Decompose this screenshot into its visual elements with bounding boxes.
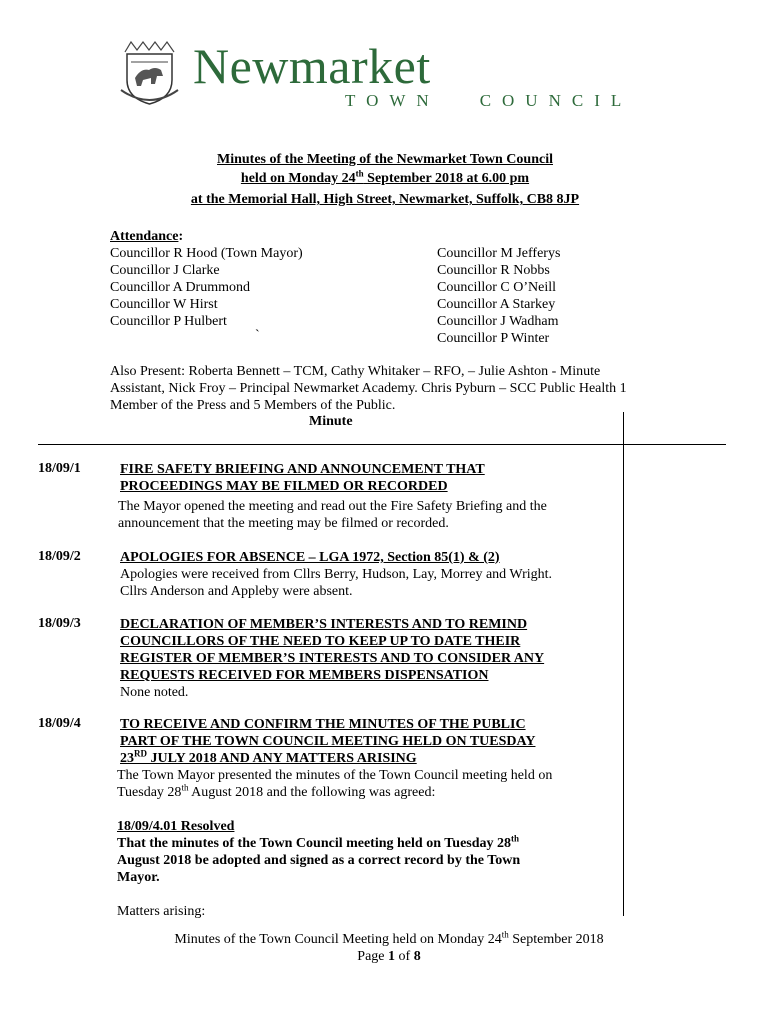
attendee: Councillor P Winter bbox=[437, 331, 550, 346]
item-heading: 23RD JULY 2018 AND ANY MATTERS ARISING bbox=[120, 748, 417, 766]
meeting-venue: at the Memorial Hall, High Street, Newmarket, Suffolk, CB8 8JP bbox=[190, 192, 580, 207]
also-present-line: Also Present: Roberta Bennett – TCM, Cathy Whitaker – RFO, – Julie Ashton - Minute bbox=[110, 364, 601, 379]
attendee: Councillor W Hirst bbox=[110, 297, 218, 312]
item-heading: PROCEEDINGS MAY BE FILMED OR RECORDED bbox=[120, 479, 448, 494]
resolution-text: Mayor. bbox=[117, 870, 160, 885]
item-heading: PART OF THE TOWN COUNCIL MEETING HELD ON TUESDAY bbox=[120, 734, 536, 749]
margin-rule bbox=[623, 412, 624, 916]
attendee: Councillor M Jefferys bbox=[437, 246, 561, 261]
item-body: announcement that the meeting may be filmed or recorded. bbox=[118, 516, 449, 531]
item-heading: REGISTER OF MEMBER’S INTERESTS AND TO CONSIDER ANY bbox=[120, 651, 545, 666]
minute-number: 18/09/4 bbox=[38, 716, 81, 731]
attendee: Councillor R Nobbs bbox=[437, 263, 550, 278]
also-present-line: Assistant, Nick Froy – Principal Newmarket Academy. Chris Pyburn – SCC Public Health 1 bbox=[110, 381, 627, 396]
attendee: Councillor A Drummond bbox=[110, 280, 250, 295]
footer-title: Minutes of the Town Council Meeting held on Monday 24th September 2018 bbox=[174, 929, 604, 947]
minute-label: Minute bbox=[309, 414, 353, 429]
brand-sub-left: TOWN bbox=[345, 91, 440, 110]
item-heading: DECLARATION OF MEMBER’S INTERESTS AND TO REMIND bbox=[120, 617, 528, 632]
item-body: The Town Mayor presented the minutes of the Town Council meeting held on bbox=[117, 768, 553, 783]
item-heading: REQUESTS RECEIVED FOR MEMBERS DISPENSATION bbox=[120, 668, 489, 683]
brand-name: Newmarket bbox=[193, 38, 431, 94]
item-heading: TO RECEIVE AND CONFIRM THE MINUTES OF THE PUBLIC bbox=[120, 717, 526, 732]
item-body: The Mayor opened the meeting and read out the Fire Safety Briefing and the bbox=[118, 499, 547, 514]
item-body: None noted. bbox=[120, 685, 189, 700]
item-body: Cllrs Anderson and Appleby were absent. bbox=[120, 584, 353, 599]
attendance-heading: Attendance: bbox=[110, 229, 184, 244]
item-body: Apologies were received from Cllrs Berry, Hudson, Lay, Morrey and Wright. bbox=[120, 567, 553, 582]
attendee: Councillor J Wadham bbox=[437, 314, 559, 329]
attendee: Councillor J Clarke bbox=[110, 263, 220, 278]
brand-subtitle bbox=[345, 91, 632, 111]
attendee: Councillor R Hood (Town Mayor) bbox=[110, 246, 303, 261]
attendee: Councillor C O’Neill bbox=[437, 280, 556, 295]
matters-arising: Matters arising: bbox=[117, 904, 206, 919]
minute-number: 18/09/1 bbox=[38, 461, 81, 476]
town-crest-icon bbox=[117, 40, 182, 106]
item-body: Tuesday 28th August 2018 and the following was agreed: bbox=[117, 782, 436, 800]
page-number: Page 1 of 8 bbox=[357, 949, 421, 964]
item-heading: FIRE SAFETY BRIEFING AND ANNOUNCEMENT THAT bbox=[120, 462, 485, 477]
also-present-line: Member of the Press and 5 Members of the Public. bbox=[110, 398, 396, 413]
brand-sub-right: COUNCIL bbox=[479, 91, 633, 110]
item-heading: APOLOGIES FOR ABSENCE – LGA 1972, Section 85(1) & (2) bbox=[120, 550, 500, 565]
minute-number: 18/09/2 bbox=[38, 549, 81, 564]
meeting-date: held on Monday 24th September 2018 at 6.00 pm bbox=[240, 168, 530, 186]
resolution-text: August 2018 be adopted and signed as a correct record by the Town bbox=[117, 853, 521, 868]
resolution-text: That the minutes of the Town Council meeting held on Tuesday 28th bbox=[117, 833, 520, 851]
item-heading: COUNCILLORS OF THE NEED TO KEEP UP TO DATE THEIR bbox=[120, 634, 521, 649]
resolution-label: 18/09/4.01 Resolved bbox=[117, 819, 235, 834]
minute-number: 18/09/3 bbox=[38, 616, 81, 631]
stray-mark: ` bbox=[255, 328, 260, 343]
page-title: Minutes of the Meeting of the Newmarket Town Council bbox=[217, 152, 553, 167]
attendee: Councillor P Hulbert bbox=[110, 314, 227, 329]
attendee: Councillor A Starkey bbox=[437, 297, 556, 312]
